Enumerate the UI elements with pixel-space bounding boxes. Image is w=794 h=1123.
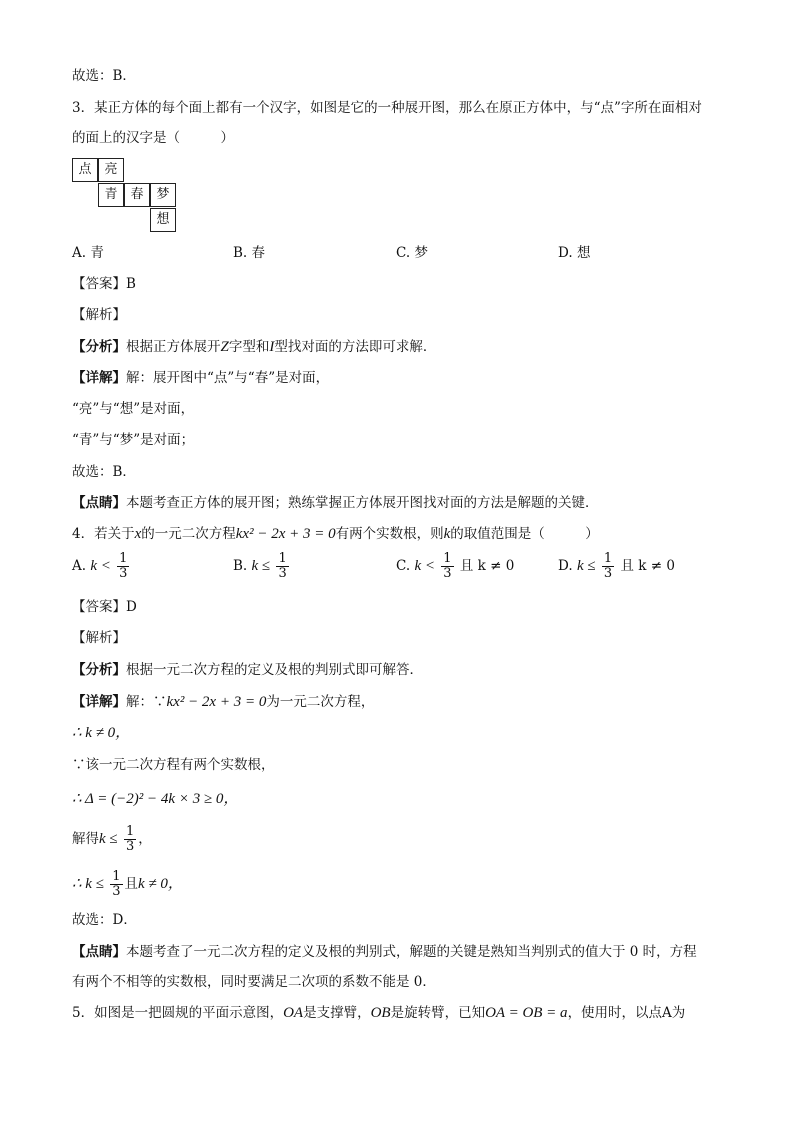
option-text: 想 [576, 245, 591, 261]
denominator: 3 [125, 839, 135, 854]
q3-analysis [72, 337, 436, 357]
fraction [117, 552, 129, 581]
option-text: k ≤ [251, 558, 271, 574]
text: 型找对面的方法即可求解． [274, 339, 437, 355]
tag-label: 【点睛】 [72, 495, 126, 511]
option-label: C. [396, 558, 411, 574]
numerator: 1 [125, 824, 135, 839]
fraction [602, 552, 614, 581]
option-text: k < [414, 558, 435, 574]
cube-face-6: 想 [150, 208, 176, 232]
text: 4．若关于 [72, 526, 135, 542]
q3-detail-line3: “青”与“梦”是对面； [72, 432, 195, 448]
option-label: C. [396, 245, 411, 261]
answer-line-prev: 故选：B． [72, 68, 136, 84]
q3-option-c [396, 243, 428, 263]
cube-face-4: 春 [124, 183, 150, 207]
math-i: I [269, 339, 275, 355]
text: 为一元二次方程， [266, 694, 375, 710]
denominator: 3 [119, 566, 128, 581]
text: 字型和 [228, 339, 270, 355]
q3-answer: 【答案】B [72, 276, 136, 292]
math-k: k ≤ [99, 831, 118, 847]
q4-choice: 故选：D． [72, 912, 137, 928]
q4-analysis [72, 660, 423, 680]
q4-step-1: ∴ k ≠ 0， [72, 725, 131, 741]
numerator: 1 [443, 551, 452, 566]
math-k: k ≠ 0， [138, 876, 183, 892]
text: 根据正方体展开 [126, 339, 221, 355]
option-text: k ≤ [576, 558, 596, 574]
math-k: k [443, 526, 451, 542]
option-label: A. [72, 558, 87, 574]
math-ob: OB [370, 1005, 391, 1021]
q4-analysis-heading: 【解析】 [72, 630, 126, 646]
text: 本题考查了一元二次方程的定义及根的判别式，解题的关键是熟知当判别式的值大于 0 时，方程 [126, 944, 697, 960]
q4-detail [72, 692, 374, 712]
math-equation: kx² − 2x + 3 = 0 [235, 526, 336, 542]
q3-comment [72, 493, 599, 513]
tag-label: 【详解】 [72, 694, 126, 710]
option-tail: 且 k ≠ 0 [459, 558, 515, 574]
fraction [110, 870, 122, 899]
text: 根据一元二次方程的定义及根的判别式即可解答． [126, 662, 423, 678]
text: 解：展开图中“点”与“春”是对面， [126, 370, 330, 386]
tag-label: 【分析】 [72, 339, 126, 355]
q3-stem-line2: 的面上的汉字是（ ） [72, 130, 234, 146]
option-text: k < [90, 558, 111, 574]
q3-stem-line1: 3．某正方体的每个面上都有一个汉字，如图是它的一种展开图，那么在原正方体中，与“点”字所在面相对 [72, 100, 702, 116]
q4-step-4: 解得k ≤ $\frac{1}{3}$ ， [72, 824, 152, 854]
q4-comment-line2: 有两个不相等的实数根，同时要满足二次项的系数不能是 0． [72, 974, 436, 990]
text: 有两个实数根，则 [335, 526, 444, 542]
option-label: B. [233, 558, 248, 574]
q3-detail-line2: “亮”与“想”是对面， [72, 401, 195, 417]
denominator: 3 [603, 566, 613, 581]
text: 的一元二次方程 [141, 526, 236, 542]
tag-label: 【点睛】 [72, 944, 126, 960]
text: 且 [124, 876, 139, 892]
cube-net-figure [72, 158, 178, 236]
math-x: x [134, 526, 142, 542]
q4-option-a [72, 552, 131, 581]
q3-option-d [558, 243, 590, 263]
cube-face-2: 亮 [98, 158, 124, 182]
math-z: Z [220, 339, 229, 355]
fraction [276, 552, 288, 581]
cube-face-5: 梦 [150, 183, 176, 207]
text: 5．如图是一把圆规的平面示意图， [72, 1005, 284, 1021]
q4-answer: 【答案】D [72, 599, 137, 615]
tag-label: 【分析】 [72, 662, 126, 678]
option-label: B. [233, 245, 248, 261]
math-equation: kx² − 2x + 3 = 0 [166, 694, 267, 710]
math-oa: OA [283, 1005, 304, 1021]
denominator: 3 [443, 566, 452, 581]
q4-step-3: ∴ Δ = (−2)² − 4k × 3 ≥ 0， [72, 791, 239, 807]
q4-step-2: ∵该一元二次方程有两个实数根， [72, 757, 275, 773]
cube-face-3: 青 [98, 183, 124, 207]
text: 的取值范围是（ ） [450, 526, 599, 542]
text: 解：∵ [126, 694, 167, 710]
option-text: 梦 [414, 245, 428, 261]
option-label: D. [558, 245, 573, 261]
option-tail: 且 k ≠ 0 [620, 558, 675, 574]
q3-choice: 故选：B． [72, 464, 136, 480]
option-text: 春 [251, 245, 266, 261]
numerator: 1 [278, 551, 287, 566]
q5-stem [72, 1003, 685, 1023]
option-label: D. [558, 558, 573, 574]
numerator: 1 [119, 551, 128, 566]
text: 是支撑臂， [303, 1005, 371, 1021]
q4-option-d [558, 552, 675, 581]
q4-comment [72, 942, 697, 962]
fraction [124, 825, 136, 854]
denominator: 3 [278, 566, 287, 581]
q3-option-a [72, 243, 104, 263]
q4-option-c [396, 552, 514, 581]
q4-option-b [233, 552, 291, 581]
math-k: ∴ k ≤ [72, 876, 104, 892]
fraction [441, 552, 453, 581]
q3-analysis-heading: 【解析】 [72, 307, 126, 323]
q4-stem [72, 524, 599, 544]
tag-label: 【详解】 [72, 370, 126, 386]
math-equation: OA = OB = a [485, 1005, 568, 1021]
text: 本题考查正方体的展开图；熟练掌握正方体展开图找对面的方法是解题的关键． [126, 495, 599, 511]
numerator: 1 [112, 869, 121, 884]
option-text: 青 [90, 245, 104, 261]
text: ，使用时，以点A为 [567, 1005, 686, 1021]
q4-step-5 [72, 870, 183, 899]
cube-face-1: 点 [72, 158, 98, 182]
q3-detail [72, 368, 329, 388]
denominator: 3 [112, 884, 121, 899]
q3-option-b [233, 243, 265, 263]
numerator: 1 [603, 551, 613, 566]
text: 是旋转臂，已知 [390, 1005, 486, 1021]
text: 解得 [72, 831, 99, 847]
option-label: A. [72, 245, 87, 261]
